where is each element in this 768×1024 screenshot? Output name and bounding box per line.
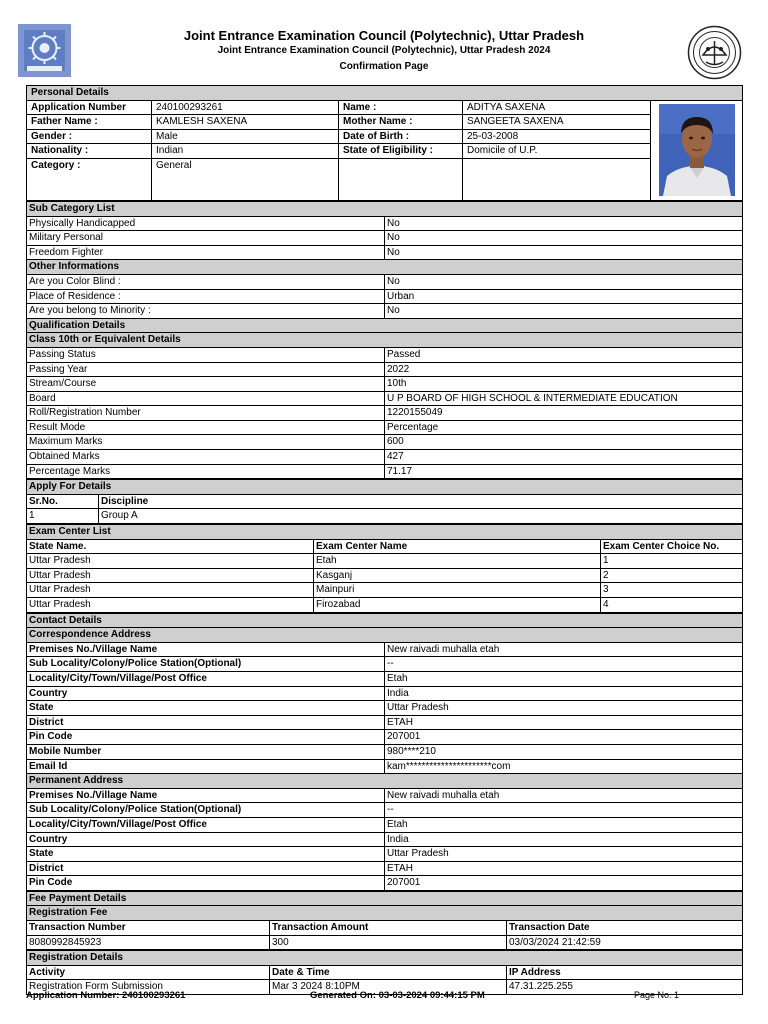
fee-header-transaction-number: Transaction Number	[27, 921, 270, 936]
table-row	[27, 583, 743, 598]
row-label: Are you Color Blind :	[27, 274, 385, 289]
exam-choice-value: 2	[601, 568, 743, 583]
row-value: Uttar Pradesh	[385, 701, 743, 716]
table-row	[27, 876, 743, 891]
row-value: No	[385, 245, 743, 260]
exam-center-value: Mainpuri	[314, 583, 601, 598]
row-label: State	[27, 701, 385, 716]
row-value: --	[385, 803, 743, 818]
row-value: ETAH	[385, 715, 743, 730]
reg-header-ip: IP Address	[507, 965, 743, 980]
row-label: Country	[27, 686, 385, 701]
table-row	[27, 598, 743, 613]
table-row	[27, 347, 743, 362]
exam-center-value: Kasganj	[314, 568, 601, 583]
mother-name-label: Mother Name :	[339, 115, 463, 130]
father-name-value: KAMLESH SAXENA	[152, 115, 339, 130]
row-value: kam**********************com	[385, 759, 743, 774]
table-row	[27, 450, 743, 465]
row-value: 600	[385, 435, 743, 450]
row-value: U P BOARD OF HIGH SCHOOL & INTERMEDIATE EDUCATION	[385, 391, 743, 406]
row-value: No	[385, 216, 743, 231]
section-registration-fee: Registration Fee	[27, 906, 743, 921]
up-government-seal-icon	[687, 25, 742, 80]
exam-choice-value: 1	[601, 554, 743, 569]
table-row	[27, 642, 743, 657]
row-label: Pin Code	[27, 730, 385, 745]
section-contact-details: Contact Details	[27, 613, 743, 628]
dob-label: Date of Birth :	[339, 129, 463, 144]
reg-ip-value: 47.31.225.255	[507, 980, 743, 995]
table-row	[27, 362, 743, 377]
footer-generated-on: Generated On: 03-03-2024 09:44:15 PM	[310, 990, 485, 1001]
row-value: Uttar Pradesh	[385, 847, 743, 862]
name-value: ADITYA SAXENA	[463, 100, 651, 115]
row-label: Roll/Registration Number	[27, 406, 385, 421]
row-label: Stream/Course	[27, 377, 385, 392]
reg-datetime-value: Mar 3 2024 8:10PM	[270, 980, 507, 995]
row-value: 10th	[385, 377, 743, 392]
page-footer	[0, 990, 768, 1004]
row-label: Maximum Marks	[27, 435, 385, 450]
row-label: Country	[27, 832, 385, 847]
table-row	[27, 216, 743, 231]
table-row	[27, 231, 743, 246]
row-value: 2022	[385, 362, 743, 377]
row-value: --	[385, 657, 743, 672]
exam-header-state: State Name.	[27, 539, 314, 554]
table-row	[27, 568, 743, 583]
row-label: Percentage Marks	[27, 464, 385, 479]
table-row	[27, 274, 743, 289]
table-row	[27, 406, 743, 421]
section-permanent-address: Permanent Address	[27, 774, 743, 789]
table-row	[27, 744, 743, 759]
exam-choice-value: 3	[601, 583, 743, 598]
row-label: Locality/City/Town/Village/Post Office	[27, 671, 385, 686]
footer-application-number: Application Number: 240100293261	[26, 990, 186, 1001]
empty-cell	[463, 158, 651, 200]
category-label: Category :	[27, 158, 152, 200]
footer-page-number: Page No. 1	[634, 990, 680, 1000]
exam-state-value: Uttar Pradesh	[27, 554, 314, 569]
application-number-value: 240100293261	[152, 100, 339, 115]
table-row	[27, 715, 743, 730]
table-row	[27, 657, 743, 672]
row-value: New raivadi muhalla etah	[385, 642, 743, 657]
dob-value: 25-03-2008	[463, 129, 651, 144]
row-value: Percentage	[385, 420, 743, 435]
transaction-amount-value: 300	[270, 935, 507, 950]
row-label: Physically Handicapped	[27, 216, 385, 231]
row-label: Sub Locality/Colony/Police Station(Optional)	[27, 803, 385, 818]
table-row	[27, 803, 743, 818]
section-fee-payment: Fee Payment Details	[27, 891, 743, 906]
row-value: 1220155049	[385, 406, 743, 421]
transaction-date-value: 03/03/2024 21:42:59	[507, 935, 743, 950]
table-row	[27, 701, 743, 716]
page-title: Joint Entrance Examination Council (Polytechnic), Uttar Pradesh	[183, 28, 585, 43]
row-value: Etah	[385, 671, 743, 686]
exam-header-center: Exam Center Name	[314, 539, 601, 554]
row-label: Email Id	[27, 759, 385, 774]
application-number-label: Application Number	[27, 100, 152, 115]
state-eligibility-value: Domicile of U.P.	[463, 144, 651, 159]
apply-header-srno: Sr.No.	[27, 494, 99, 509]
table-row	[27, 554, 743, 569]
row-label: Board	[27, 391, 385, 406]
row-value: India	[385, 686, 743, 701]
apply-discipline-value: Group A	[99, 509, 743, 524]
table-row	[27, 464, 743, 479]
father-name-label: Father Name :	[27, 115, 152, 130]
row-label: Premises No./Village Name	[27, 642, 385, 657]
transaction-number-value: 8080992845923	[27, 935, 270, 950]
section-personal-details: Personal Details	[27, 86, 743, 101]
empty-cell	[339, 158, 463, 200]
exam-center-table	[26, 524, 743, 613]
name-label: Name :	[339, 100, 463, 115]
row-value: No	[385, 231, 743, 246]
row-value: New raivadi muhalla etah	[385, 788, 743, 803]
registration-table	[26, 950, 743, 995]
nationality-value: Indian	[152, 144, 339, 159]
exam-choice-value: 4	[601, 598, 743, 613]
exam-state-value: Uttar Pradesh	[27, 568, 314, 583]
row-label: Result Mode	[27, 420, 385, 435]
section-qualification: Qualification Details	[27, 318, 743, 333]
section-apply-for: Apply For Details	[27, 480, 743, 495]
page-subtitle: Joint Entrance Examination Council (Polytechnic), Uttar Pradesh 2024	[217, 45, 551, 56]
reg-header-datetime: Date & Time	[270, 965, 507, 980]
gender-value: Male	[152, 129, 339, 144]
row-label: Mobile Number	[27, 744, 385, 759]
exam-state-value: Uttar Pradesh	[27, 598, 314, 613]
row-label: Freedom Fighter	[27, 245, 385, 260]
table-row	[27, 832, 743, 847]
row-label: Military Personal	[27, 231, 385, 246]
nationality-label: Nationality :	[27, 144, 152, 159]
table-row	[27, 861, 743, 876]
row-label: Obtained Marks	[27, 450, 385, 465]
row-value: Urban	[385, 289, 743, 304]
row-value: India	[385, 832, 743, 847]
confirmation-heading: Confirmation Page	[339, 61, 429, 72]
fee-table	[26, 891, 743, 950]
table-row	[27, 391, 743, 406]
fee-header-date: Transaction Date	[507, 921, 743, 936]
row-value: Etah	[385, 817, 743, 832]
candidate-photo	[659, 104, 735, 196]
exam-header-choice: Exam Center Choice No.	[601, 539, 743, 554]
row-label: Passing Status	[27, 347, 385, 362]
section-class-10th: Class 10th or Equivalent Details	[27, 333, 743, 348]
exam-center-value: Etah	[314, 554, 601, 569]
table-row	[27, 420, 743, 435]
section-other-informations: Other Informations	[27, 260, 743, 275]
table-row	[27, 304, 743, 319]
row-label: Are you belong to Minority :	[27, 304, 385, 319]
confirmation-sheet	[26, 85, 742, 995]
row-value: 427	[385, 450, 743, 465]
row-value: No	[385, 274, 743, 289]
table-row	[27, 686, 743, 701]
row-value: Passed	[385, 347, 743, 362]
reg-activity-value: Registration Form Submission	[27, 980, 270, 995]
personal-details-table	[26, 85, 743, 201]
row-value: No	[385, 304, 743, 319]
page-header	[0, 0, 768, 84]
photo-cell	[651, 100, 743, 200]
apply-srno-value: 1	[27, 509, 99, 524]
mother-name-value: SANGEETA SAXENA	[463, 115, 651, 130]
row-value: ETAH	[385, 861, 743, 876]
row-label: Locality/City/Town/Village/Post Office	[27, 817, 385, 832]
table-row	[27, 788, 743, 803]
section-registration-details: Registration Details	[27, 951, 743, 966]
fee-header-amount: Transaction Amount	[270, 921, 507, 936]
row-label: Premises No./Village Name	[27, 788, 385, 803]
table-row	[27, 847, 743, 862]
section-sub-category: Sub Category List	[27, 201, 743, 216]
row-label: Pin Code	[27, 876, 385, 891]
table-row	[27, 759, 743, 774]
apply-for-table	[26, 479, 743, 524]
category-value: General	[152, 158, 339, 200]
section-correspondence-address: Correspondence Address	[27, 628, 743, 643]
row-value: 980****210	[385, 744, 743, 759]
apply-header-discipline: Discipline	[99, 494, 743, 509]
row-value: 207001	[385, 730, 743, 745]
section-exam-center: Exam Center List	[27, 525, 743, 540]
details-table	[26, 201, 743, 479]
row-label: State	[27, 847, 385, 862]
table-row	[27, 289, 743, 304]
row-label: Sub Locality/Colony/Police Station(Optional)	[27, 657, 385, 672]
reg-header-activity: Activity	[27, 965, 270, 980]
row-label: Passing Year	[27, 362, 385, 377]
table-row	[27, 435, 743, 450]
contact-table	[26, 613, 743, 891]
row-label: District	[27, 861, 385, 876]
exam-state-value: Uttar Pradesh	[27, 583, 314, 598]
table-row	[27, 245, 743, 260]
table-row	[27, 377, 743, 392]
table-row	[27, 817, 743, 832]
exam-center-value: Firozabad	[314, 598, 601, 613]
table-row	[27, 671, 743, 686]
row-value: 71.17	[385, 464, 743, 479]
row-value: 207001	[385, 876, 743, 891]
state-eligibility-label: State of Eligibility :	[339, 144, 463, 159]
row-label: Place of Residence :	[27, 289, 385, 304]
table-row	[27, 730, 743, 745]
row-label: District	[27, 715, 385, 730]
gender-label: Gender :	[27, 129, 152, 144]
